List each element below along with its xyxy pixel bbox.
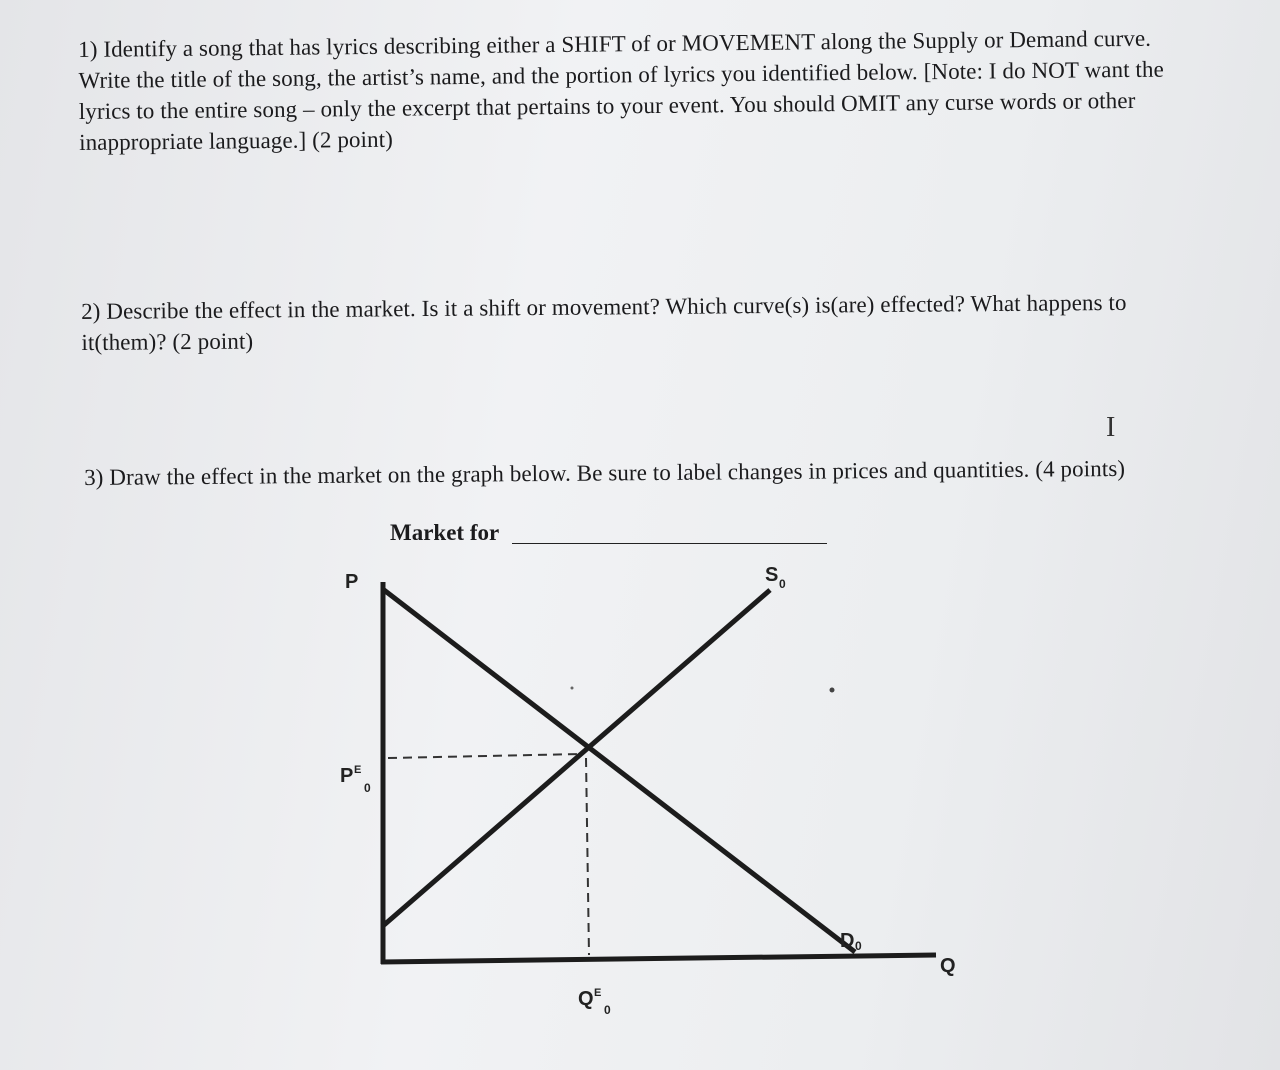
- stray-dot: [571, 687, 574, 690]
- y-axis-label: P: [345, 571, 359, 593]
- svg-text:E: E: [594, 987, 602, 999]
- x-axis-label: Q: [940, 955, 956, 977]
- svg-text:P: P: [340, 765, 354, 787]
- eq-quantity-label: [578, 987, 611, 1017]
- svg-text:D: D: [840, 930, 855, 952]
- svg-text:Q: Q: [578, 988, 594, 1010]
- svg-text:S: S: [765, 564, 779, 586]
- question-2: 2) Describe the effect in the market. Is it a shift or movement? Which curve(s) is(are) effected? What happens to it(them)? (2 point): [81, 289, 1127, 355]
- stray-dot: [830, 688, 835, 693]
- demand-label: [840, 930, 862, 953]
- text-cursor-icon: I: [1106, 412, 1116, 443]
- x-axis: [381, 955, 936, 962]
- graph-title: Market for: [390, 520, 500, 545]
- supply-label: [765, 564, 786, 591]
- svg-text:0: 0: [779, 577, 786, 591]
- eq-price-label: [340, 764, 371, 795]
- question-1: 1) Identify a song that has lyrics describing either a SHIFT of or MOVEMENT along the Supply or Demand curve. Write the title of the song, the artist’s name, and the portion of lyrics you identified below. [Note: I do NOT want the lyrics to the entire song – only the excerpt that pertains to your event. You should OMIT any curse words or other inappropriate language.] (2 point): [78, 25, 1164, 155]
- svg-text:E: E: [354, 764, 362, 776]
- svg-text:0: 0: [855, 939, 862, 953]
- question-3: 3) Draw the effect in the market on the graph below. Be sure to label changes in prices and quantities. (4 points): [84, 455, 1126, 490]
- eq-quantity-guide: [586, 758, 589, 955]
- eq-price-guide: [388, 754, 583, 758]
- svg-text:0: 0: [604, 1003, 611, 1017]
- svg-text:0: 0: [364, 781, 371, 795]
- demand-curve: [384, 590, 855, 952]
